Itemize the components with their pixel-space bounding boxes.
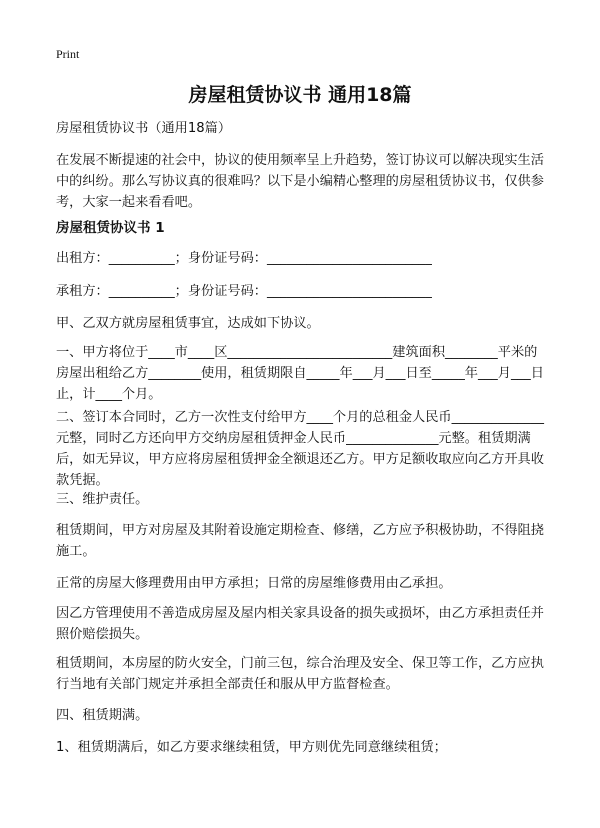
clause-2: 二、签订本合同时，乙方一次性支付给甲方____个月的总租金人民币______________元整，同时乙方还向甲方交纳房屋租赁押金人民币______________元整。租赁期满后，如无异议，甲方应将房屋租赁押金全额退还乙方。甲方足额收取应向乙方开具收款凭据。 [56,410,544,488]
clause-3-paragraph-4: 租赁期间，本房屋的防火安全，门前三包，综合治理及安全、保卫等工作，乙方应执行当地有关部门规定并承担全部责任和服从甲方监督检查。 [56,656,544,692]
agreement-line: 甲、乙双方就房屋租赁事宜，达成如下协议。 [56,316,320,331]
section-heading: 房屋租赁协议书 1 [56,220,165,236]
clause-3-paragraph-1: 租赁期间，甲方对房屋及其附着设施定期检查、修缮，乙方应予积极协助，不得阻挠施工。 [56,523,544,559]
intro-paragraph: 在发展不断提速的社会中，协议的使用频率呈上升趋势，签订协议可以解决现实生活中的纠纷。那么写协议真的很难吗？以下是小编精心整理的房屋租赁协议书，仅供参考，大家一起来看看吧。 [56,153,544,210]
lessor-line: 出租方：__________；身份证号码：_________________________ [56,251,432,266]
document-subtitle: 房屋租赁协议书（通用18篇） [56,121,232,136]
clause-3-title: 三、维护责任。 [56,492,149,507]
clause-4-paragraph-1: 1、租赁期满后，如乙方要求继续租赁，甲方则优先同意继续租赁； [56,740,447,755]
clause-1: 一、甲方将位于____市____区_________________________建筑面积________平米的房屋出租给乙方________使用，租赁期限自_____年___月___日至_____年___月___日止，计____个月。 [56,345,544,402]
document-title: 房屋租赁协议书 通用18篇 [188,84,412,106]
clause-3-paragraph-3: 因乙方管理使用不善造成房屋及屋内相关家具设备的损失或损坏，由乙方承担责任并照价赔偿损失。 [56,606,544,642]
clause-4-title: 四、租赁期满。 [56,708,149,723]
print-label[interactable]: Print [56,47,80,61]
lessee-line: 承租方：__________；身份证号码：_________________________ [56,284,432,299]
clause-3-paragraph-2: 正常的房屋大修理费用由甲方承担；日常的房屋维修费用由乙承担。 [56,576,452,591]
